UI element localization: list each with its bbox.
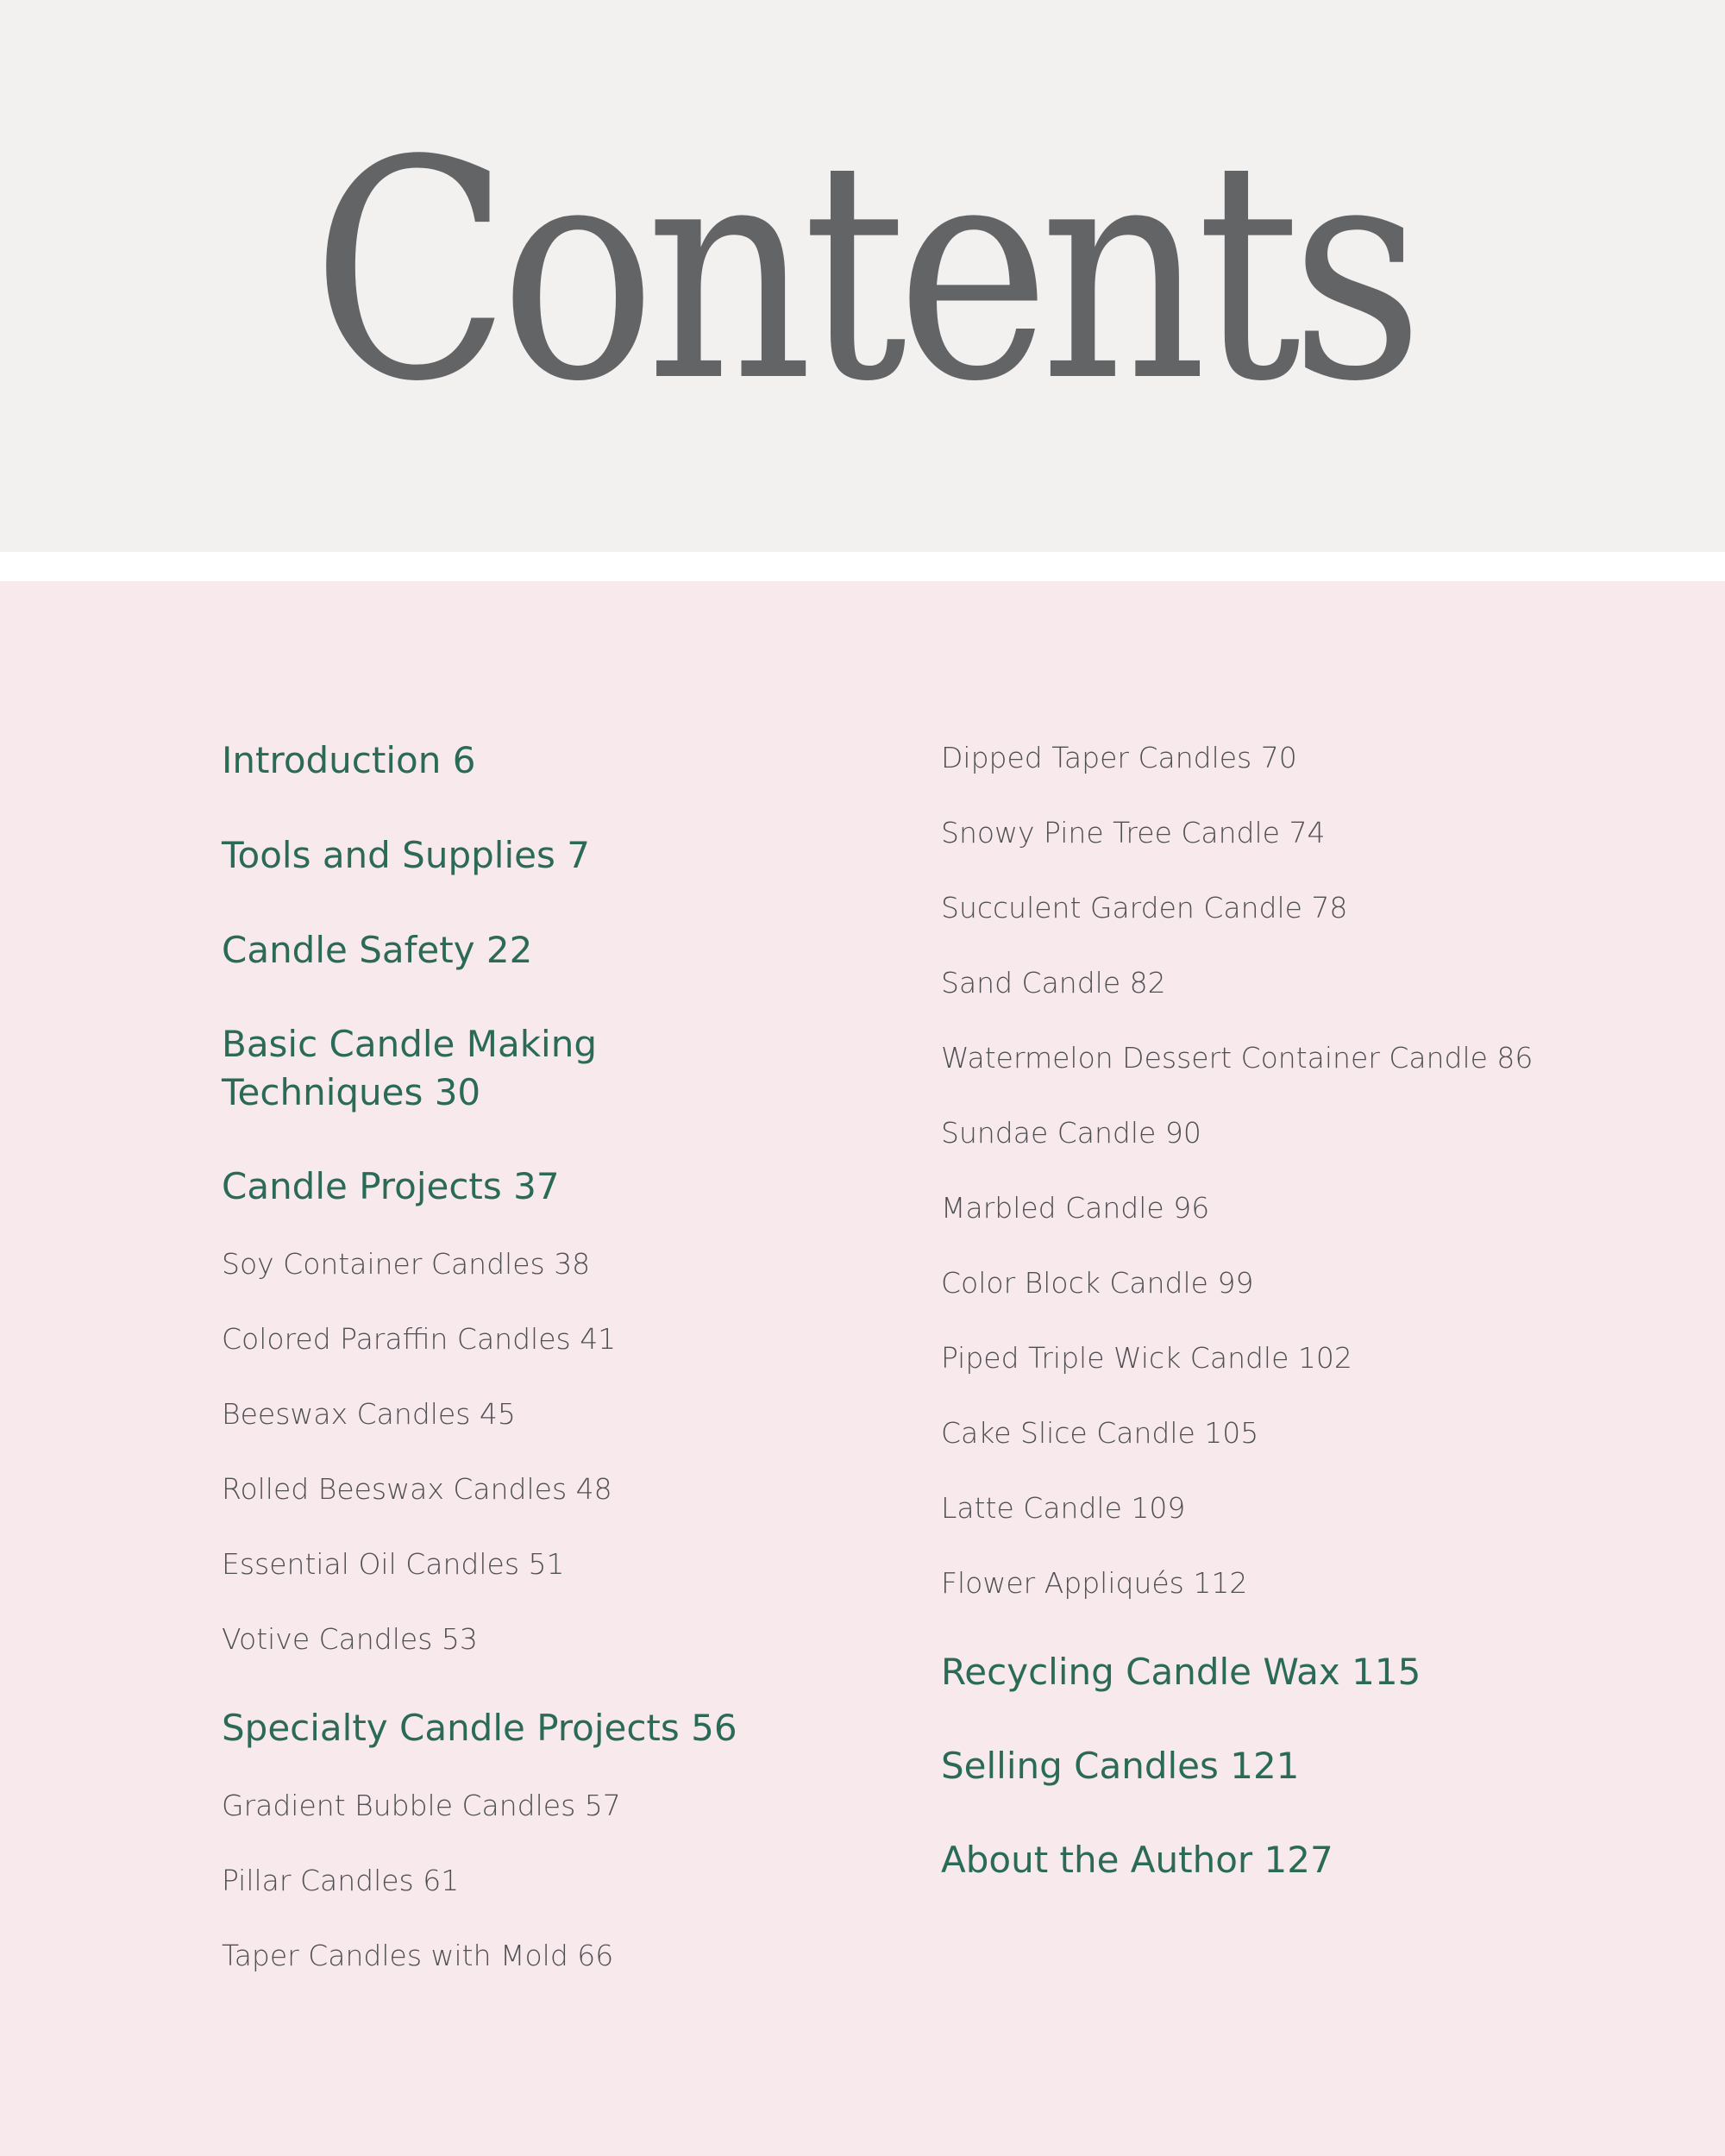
toc-entry-votive-candles[interactable]: Votive Candles 53 [222, 1622, 478, 1656]
toc-entry-flower-appliques[interactable]: Flower Appliqués 112 [941, 1566, 1248, 1600]
toc-entry-color-block-candle[interactable]: Color Block Candle 99 [941, 1266, 1254, 1300]
toc-entry-introduction[interactable]: Introduction 6 [222, 739, 476, 781]
toc-entry-selling-candles[interactable]: Selling Candles 121 [941, 1745, 1300, 1787]
toc-entry-dipped-taper-candles[interactable]: Dipped Taper Candles 70 [941, 741, 1297, 774]
toc-entry-taper-candles-with-mold[interactable]: Taper Candles with Mold 66 [222, 1939, 614, 1972]
toc-entry-marbled-candle[interactable]: Marbled Candle 96 [941, 1191, 1210, 1225]
toc-entry-latte-candle[interactable]: Latte Candle 109 [941, 1491, 1186, 1525]
toc-entry-candle-projects[interactable]: Candle Projects 37 [222, 1165, 560, 1207]
toc-entry-beeswax-candles[interactable]: Beeswax Candles 45 [222, 1397, 516, 1431]
toc-entry-snowy-pine-tree-candle[interactable]: Snowy Pine Tree Candle 74 [941, 816, 1326, 849]
toc-entry-pillar-candles[interactable]: Pillar Candles 61 [222, 1864, 460, 1897]
toc-entry-watermelon-dessert-candle[interactable]: Watermelon Dessert Container Candle 86 [941, 1041, 1534, 1075]
toc-entry-piped-triple-wick-candle[interactable]: Piped Triple Wick Candle 102 [941, 1341, 1352, 1375]
toc-entry-gradient-bubble-candles[interactable]: Gradient Bubble Candles 57 [222, 1789, 621, 1822]
toc-entry-candle-safety[interactable]: Candle Safety 22 [222, 929, 533, 971]
toc-entry-sundae-candle[interactable]: Sundae Candle 90 [941, 1116, 1201, 1150]
toc-entry-soy-container-candles[interactable]: Soy Container Candles 38 [222, 1247, 591, 1281]
toc-entry-cake-slice-candle[interactable]: Cake Slice Candle 105 [941, 1416, 1259, 1450]
toc-entry-succulent-garden-candle[interactable]: Succulent Garden Candle 78 [941, 891, 1348, 924]
toc-entry-tools-and-supplies[interactable]: Tools and Supplies 7 [222, 834, 590, 876]
toc-entry-about-the-author[interactable]: About the Author 127 [941, 1839, 1333, 1881]
table-of-contents [0, 581, 1725, 2156]
divider [0, 552, 1725, 581]
toc-entry-essential-oil-candles[interactable]: Essential Oil Candles 51 [222, 1547, 565, 1581]
title-banner [0, 0, 1725, 552]
toc-entry-recycling-candle-wax[interactable]: Recycling Candle Wax 115 [941, 1651, 1421, 1693]
toc-entry-specialty-candle-projects[interactable]: Specialty Candle Projects 56 [222, 1707, 737, 1749]
page-title: Contents [311, 96, 1414, 448]
toc-entry-colored-paraffin-candles[interactable]: Colored Paraffin Candles 41 [222, 1322, 617, 1356]
toc-entry-basic-techniques[interactable]: Basic Candle Making Techniques 30 [222, 1023, 597, 1113]
toc-entry-sand-candle[interactable]: Sand Candle 82 [941, 966, 1166, 1000]
toc-entry-rolled-beeswax-candles[interactable]: Rolled Beeswax Candles 48 [222, 1472, 612, 1506]
